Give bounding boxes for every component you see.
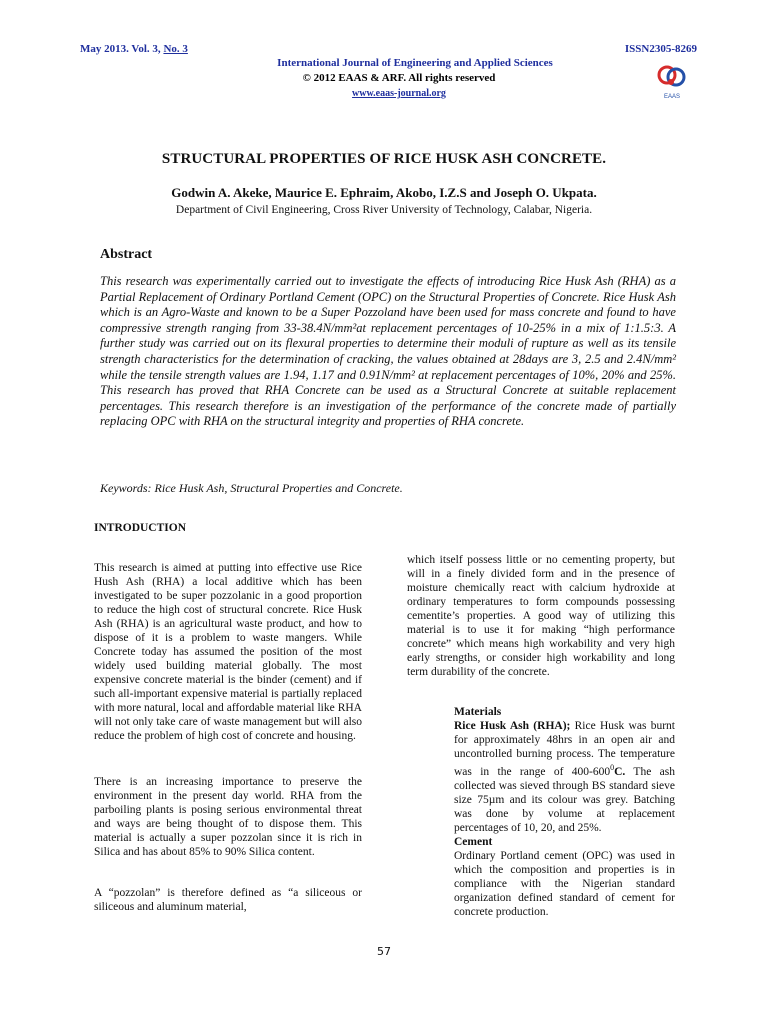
introduction-heading: INTRODUCTION <box>94 522 187 534</box>
paper-authors: Godwin A. Akeke, Maurice E. Ephraim, Akobo, I.Z.S and Joseph O. Ukpata. <box>171 185 597 200</box>
materials-section <box>454 705 675 919</box>
intro-paragraph-continued <box>407 553 675 679</box>
rha-text-2: The ash collected was sieved through BS standard sieve size 75µm and its colour was grey. Batching was done by volume at replacement percentages of 10, 20, and 25%. <box>454 765 675 834</box>
cement-paragraph: Ordinary Portland cement (OPC) was used in which the composition and properties is in compliance with the Nigerian standard organization defined standard of cement for concrete production. <box>454 849 675 918</box>
issue-number-link[interactable]: No. 3 <box>163 43 188 55</box>
materials-heading: Materials <box>454 706 502 718</box>
paragraph-text: This research is aimed at putting into effective use Rice Hush Ash (RHA) a local additive which has been investigated to be super pozzolanic in a good proportion to reduce the high cost of structural concrete. Rice Husk Ash (RHA) is an agricultural waste product, and how to dispose of it is a problem to waste mangers. While Concrete today has assumed the position of the most widely used building material globally. The most expensive concrete material is the binder (cement) and if such all-important expensive material is partially replaced with more natural, local and affordable material like RHA will not only take care of waste management but will also reduce the problem of high cost of concrete and housing. <box>94 562 362 742</box>
journal-url-link[interactable]: www.eaas-journal.org <box>352 88 446 99</box>
issue-date-volume: May 2013. Vol. 3, <box>80 43 164 55</box>
journal-name: International Journal of Engineering and Applied Sciences <box>277 57 553 69</box>
paper-title: STRUCTURAL PROPERTIES OF RICE HUSK ASH CONCRETE. <box>161 151 607 167</box>
cement-heading: Cement <box>454 835 493 848</box>
issn: ISSN2305-8269 <box>624 43 697 55</box>
degree-superscript: 0 <box>610 763 615 772</box>
rha-label: Rice Husk Ash (RHA); <box>454 720 571 732</box>
intro-paragraph-3 <box>94 886 362 914</box>
rha-text-1: Rice Husk was burnt for approximately 48hrs in an open air and uncontrolled burning process. The temperature was in the range of 400-600 <box>454 720 675 778</box>
issue-info <box>80 43 188 55</box>
page-number: 57 <box>377 945 391 958</box>
abstract-heading: Abstract <box>100 247 153 262</box>
rha-paragraph <box>454 719 675 835</box>
celsius-unit: C. <box>614 765 626 778</box>
copyright-line: © 2012 EAAS & ARF. All rights reserved <box>302 72 496 84</box>
intro-paragraph-2 <box>94 775 362 859</box>
author-affiliation: Department of Civil Engineering, Cross River University of Technology, Calabar, Nigeria. <box>175 204 593 216</box>
intro-paragraph-1 <box>94 561 362 743</box>
paragraph-text: There is an increasing importance to preserve the environment in the present day world. RHA from the parboiling plants is posing serious environmental threat and ways are being thought of to dispose them. This material is actually a super pozzolan since it is rich in Silica and has about 85% to 90% Silica content. <box>94 776 362 858</box>
abstract-body: This research was experimentally carried out to investigate the effects of introducing Rice Husk Ash (RHA) as a Partial Replacement of Ordinary Portland Cement (OPC) on the Structural Properties of Concrete. Rice Husk Ash which is an Agro-Waste and known to be a Super Pozzoland have been used for mass concrete and found to have compressive strength ranging from 33-38.4N/mm²at replacement percentages of 10-25% in a mix of 1:1.5:3. A further study was carried out on its flexural properties to determine their moduli of rupture as well as its tensile strength characteristics for the determination of cracking, the values obtained at 28days are 3, 2.5 and 2.4N/mm² while the tensile strength values are 1.94, 1.17 and 0.91N/mm² at replacement percentages of 10%, 20% and 25%. This research has proved that RHA Concrete can be used as a Structural Concrete at suitable replacement percentages. This research therefore is an investigation of the performance of the concrete made of partially replacing OPC with RHA on the structural integrity and properties of RHA concrete. <box>100 274 676 429</box>
journal-header <box>0 56 768 101</box>
svg-text:EAAS: EAAS <box>663 94 681 100</box>
paragraph-text: which itself possess little or no cementing property, but will in a finely divided form and in the presence of moisture chemically react with calcium hydroxide at ordinary temperatures to form compounds possessing cementite’s properties. A good way of utilizing this material is to use it for making “high performance concrete” which means high workability and very high early strengths, or consider high workability and long term durability of the concrete. <box>407 554 675 678</box>
keywords: Keywords: Rice Husk Ash, Structural Properties and Concrete. <box>100 481 403 495</box>
eaas-logo-icon <box>654 62 690 102</box>
paragraph-text: A “pozzolan” is therefore defined as “a siliceous or siliceous and aluminum material, <box>94 887 362 913</box>
